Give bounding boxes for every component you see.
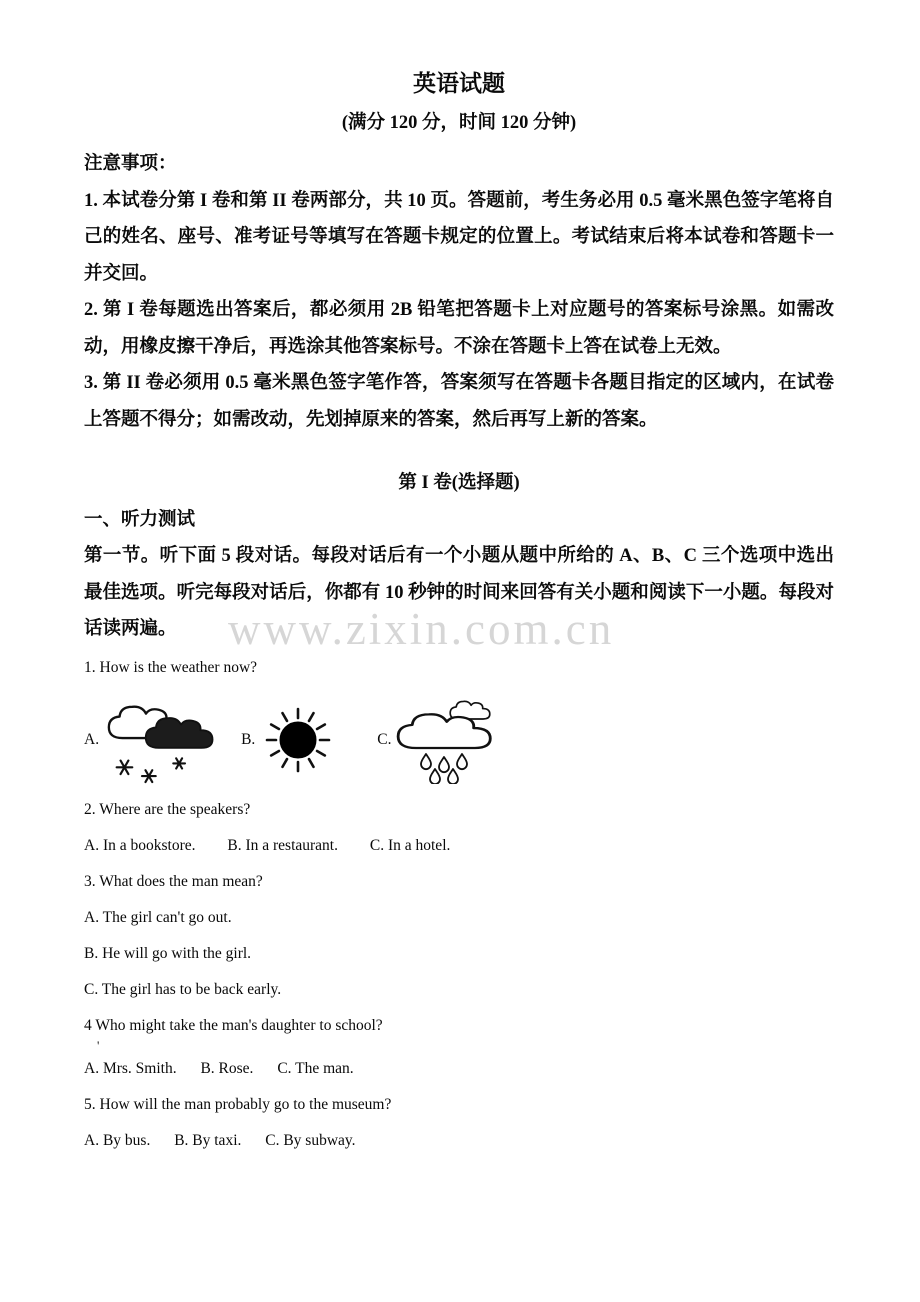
stray-mark: ' (97, 1037, 100, 1053)
stacked-option: A. The girl can't go out. (84, 908, 232, 926)
listening-instructions: 第一节。听下面 5 段对话。每段对话后有一个小题从题中所给的 A、B、C 三个选项中选出最佳选项。听完每段对话后，你都有 10 秒钟的时间来回答有关小题和阅读下一小题。每段对话读两遍。 (84, 546, 834, 639)
notice-item: 3. 第 II 卷必须用 0.5 毫米黑色签字笔作答，答案须写在答题卡各题目指定的区域内，在试卷上答题不得分；如需改动，先划掉原来的答案，然后再写上新的答案。 (84, 373, 834, 430)
part-heading: 一、听力测试 (84, 509, 196, 530)
stacked-option: C. The girl has to be back early. (84, 980, 282, 998)
page-title: 英语试题 (413, 71, 505, 96)
question-text: 2. Where are the speakers? (84, 800, 251, 818)
inline-option: A. Mrs. Smith. (84, 1059, 177, 1077)
question-5-options (84, 1131, 834, 1150)
inline-option: C. In a hotel. (369, 836, 451, 854)
question-text: 3. What does the man mean? (84, 872, 263, 890)
watermark: www.zixin.com.cn (228, 604, 615, 654)
section-title: 第 I 卷(选择题) (398, 473, 520, 493)
inline-option: B. By taxi. (174, 1131, 242, 1149)
notice-heading: 注意事项： (84, 154, 177, 174)
listening-questions (84, 658, 834, 1150)
inline-option: A. In a bookstore. (84, 836, 196, 854)
inline-option: B. In a restaurant. (227, 836, 338, 854)
inline-option: C. By subway. (265, 1131, 356, 1149)
question-text: 4 Who might take the man's daughter to school? (84, 1016, 383, 1034)
stacked-option: B. He will go with the girl. (84, 944, 252, 962)
question-1-image-options (84, 694, 834, 786)
page-subtitle: (满分 120 分，时间 120 分钟) (341, 113, 577, 133)
sun-icon (257, 699, 339, 781)
snow-cloud-icon (103, 694, 225, 786)
inline-option: C. The man. (277, 1059, 354, 1077)
notice-item: 1. 本试卷分第 I 卷和第 II 卷两部分，共 10 页。答题前，考生务必用 0.5 毫米黑色签字笔将自己的姓名、座号、准考证号等填写在答题卡规定的位置上。考试结束后将本试卷和答题卡一并交回。 (84, 190, 834, 284)
option-label: C. (377, 730, 392, 748)
option-label: B. (241, 730, 256, 748)
rain-cloud-icon (396, 696, 500, 784)
inline-option: B. Rose. (200, 1059, 254, 1077)
option-label: A. (84, 730, 100, 748)
notice-item: 2. 第 I 卷每题选出答案后，都必须用 2B 铅笔把答题卡上对应题号的答案标号涂黑。如需改动，用橡皮擦干净后，再选涂其他答案标号。不涂在答题卡上答在试卷上无效。 (84, 300, 834, 357)
inline-option: A. By bus. (84, 1131, 151, 1149)
question-2-options (84, 836, 834, 855)
question-text: 1. How is the weather now? (84, 658, 258, 676)
question-4-options (84, 1059, 834, 1078)
question-text: 5. How will the man probably go to the museum? (84, 1095, 392, 1113)
